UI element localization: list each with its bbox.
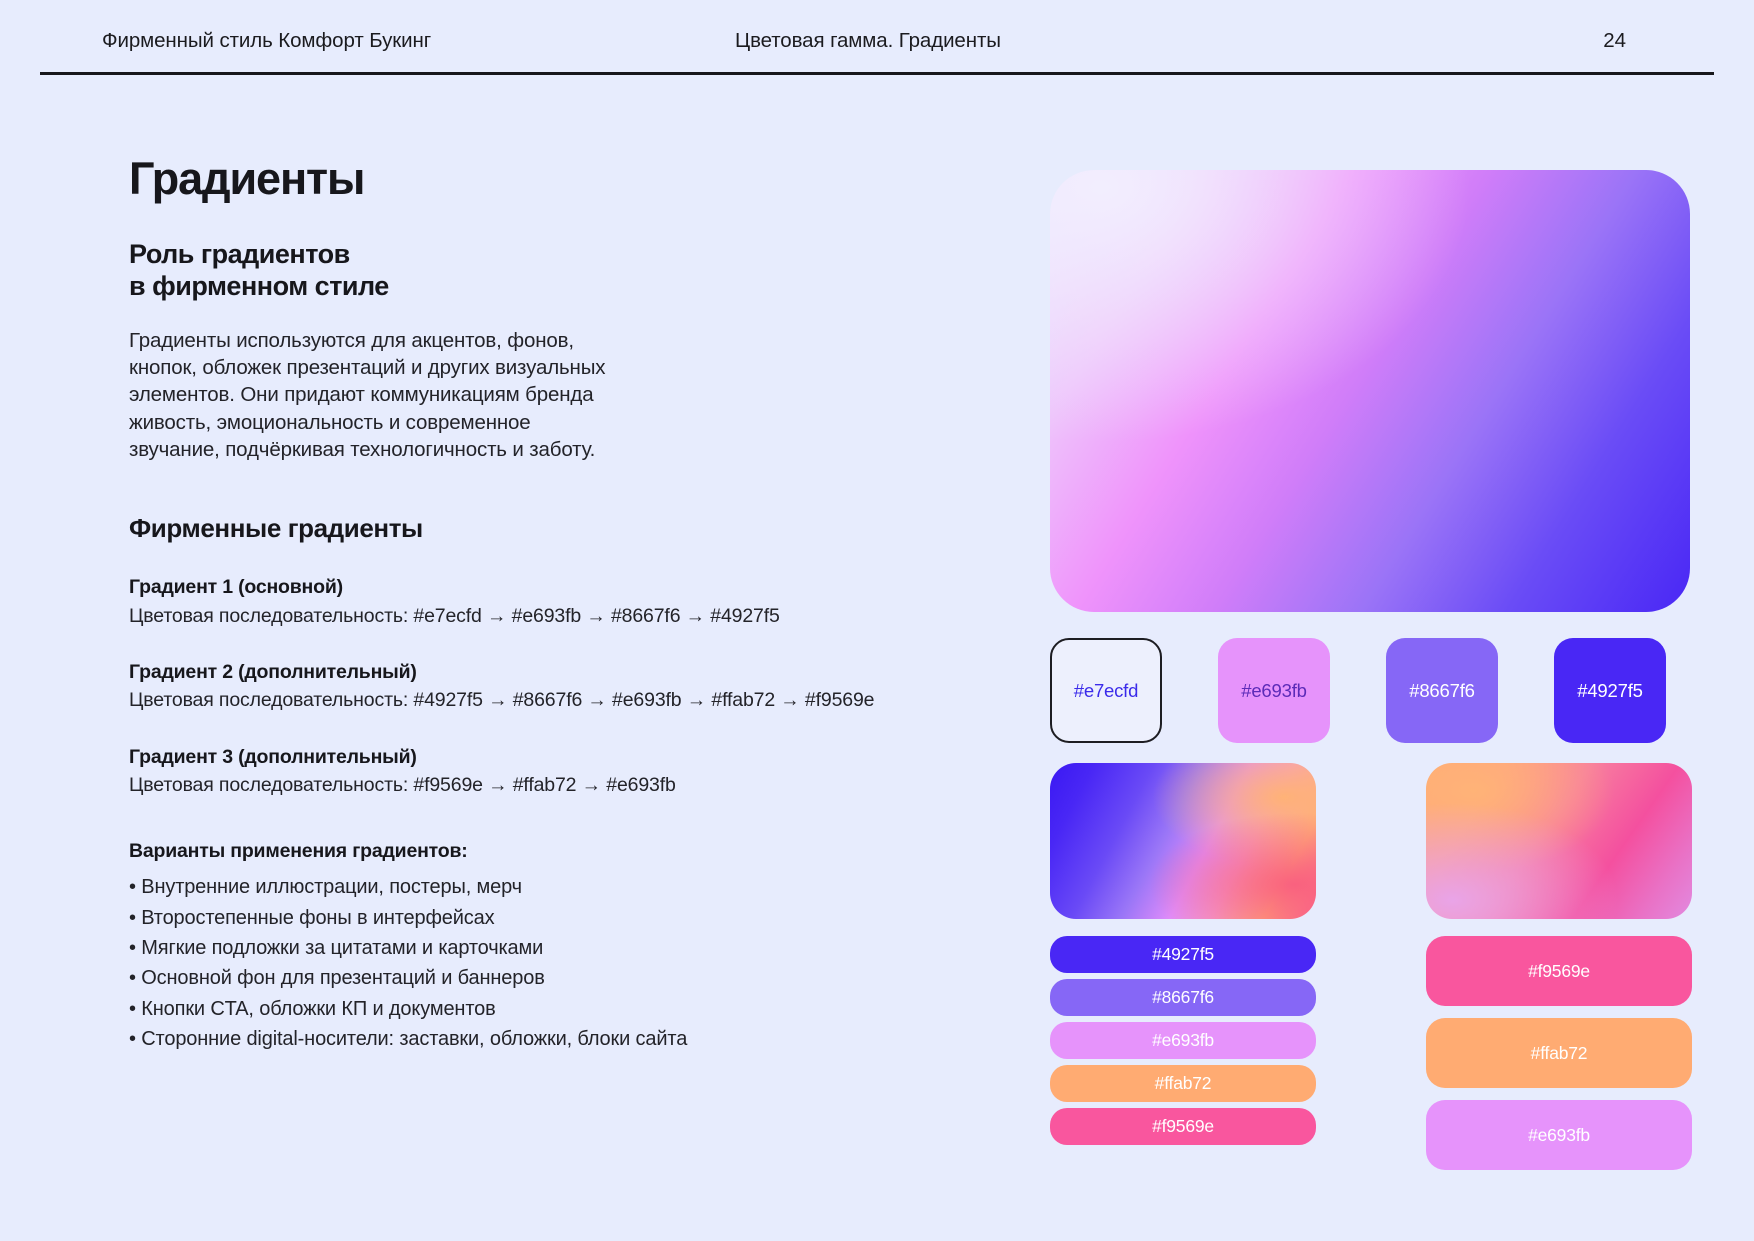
gradient-definition-title: Градиент 3 (дополнительный) <box>129 745 417 768</box>
color-swatch-label: #e7ecfd <box>1073 679 1139 701</box>
primary-gradient-preview <box>1050 170 1690 612</box>
secondary-gradient-preview <box>1050 763 1316 919</box>
intro-paragraph-line: живость, эмоциональность и современное <box>129 410 531 434</box>
color-swatch <box>1050 638 1162 743</box>
page-number: 24 <box>1603 29 1626 52</box>
intro-paragraph-line: Градиенты используются для акцентов, фонов, <box>129 328 574 352</box>
gradient-definition <box>129 575 959 629</box>
gradient-definition-sequence: Цветовая последовательность: #e7ecfd → #e693fb → #8667f6 → #4927f5 <box>129 604 780 627</box>
color-chip <box>1050 1108 1316 1145</box>
color-chip-label: #f9569e <box>1152 1116 1214 1136</box>
color-chip-label: #f9569e <box>1528 960 1590 981</box>
color-chip-label: #ffab72 <box>1530 1042 1588 1063</box>
usage-block <box>129 840 959 1054</box>
section-subtitle-line-2: в фирменном стиле <box>129 271 389 302</box>
color-chip <box>1426 936 1692 1006</box>
page-title: Градиенты <box>129 153 365 204</box>
intro-paragraph-line: элементов. Они придают коммуникациям бренда <box>129 383 594 407</box>
gradient-definition <box>129 745 959 799</box>
header-brand-title: Фирменный стиль Комфорт Букинг <box>102 29 432 52</box>
color-swatch <box>1554 638 1666 743</box>
color-swatch-label: #8667f6 <box>1409 679 1475 701</box>
color-chip-label: #4927f5 <box>1152 944 1214 964</box>
intro-paragraph-line: звучание, подчёркивая технологичность и заботу. <box>129 437 596 461</box>
brand-gradients-heading: Фирменные градиенты <box>129 513 423 544</box>
color-swatch-label: #4927f5 <box>1577 679 1643 701</box>
color-chip <box>1050 979 1316 1016</box>
color-swatch-row <box>1050 638 1690 743</box>
list-item: • Мягкие подложки за цитатами и карточками <box>129 933 959 963</box>
gradient-definition-title: Градиент 1 (основной) <box>129 576 343 599</box>
tertiary-gradient-preview <box>1426 763 1692 919</box>
intro-paragraph <box>129 327 959 463</box>
intro-paragraph-line: кнопок, обложек презентаций и других визуальных <box>129 356 606 380</box>
right-visual-column <box>1050 0 1754 1241</box>
gradient2-color-chip-list <box>1050 936 1316 1145</box>
section-subtitle-line-1: Роль градиентов <box>129 239 350 270</box>
color-chip-label: #e693fb <box>1152 1030 1214 1050</box>
color-swatch-label: #e693fb <box>1241 679 1307 701</box>
gradient-definition <box>129 660 959 714</box>
list-item: • Основной фон для презентаций и баннеров <box>129 963 959 993</box>
color-chip <box>1426 1018 1692 1088</box>
color-chip-label: #ffab72 <box>1154 1073 1212 1093</box>
list-item: • Кнопки CTA, обложки КП и документов <box>129 994 959 1024</box>
color-chip <box>1050 1022 1316 1059</box>
usage-heading: Варианты применения градиентов: <box>129 840 468 863</box>
left-content-column <box>129 155 959 1055</box>
color-swatch <box>1386 638 1498 743</box>
gradient-definition-sequence: Цветовая последовательность: #f9569e → #ffab72 → #e693fb <box>129 773 676 796</box>
list-item: • Сторонние digital-носители: заставки, обложки, блоки сайта <box>129 1024 959 1054</box>
color-swatch <box>1218 638 1330 743</box>
color-chip <box>1426 1100 1692 1170</box>
section-subtitle <box>129 239 959 303</box>
gradient3-color-chip-list <box>1426 936 1692 1170</box>
gradient-definition-title: Градиент 2 (дополнительный) <box>129 660 417 683</box>
color-chip-label: #8667f6 <box>1152 987 1214 1007</box>
usage-list <box>129 872 959 1054</box>
gradient-definition-sequence: Цветовая последовательность: #4927f5 → #8667f6 → #e693fb → #ffab72 → #f9569e <box>129 689 875 712</box>
header-section-title: Цветовая гамма. Градиенты <box>735 29 1001 52</box>
list-item: • Внутренние иллюстрации, постеры, мерч <box>129 872 959 902</box>
color-chip <box>1050 936 1316 973</box>
list-item: • Второстепенные фоны в интерфейсах <box>129 903 959 933</box>
color-chip-label: #e693fb <box>1528 1124 1590 1145</box>
color-chip <box>1050 1065 1316 1102</box>
